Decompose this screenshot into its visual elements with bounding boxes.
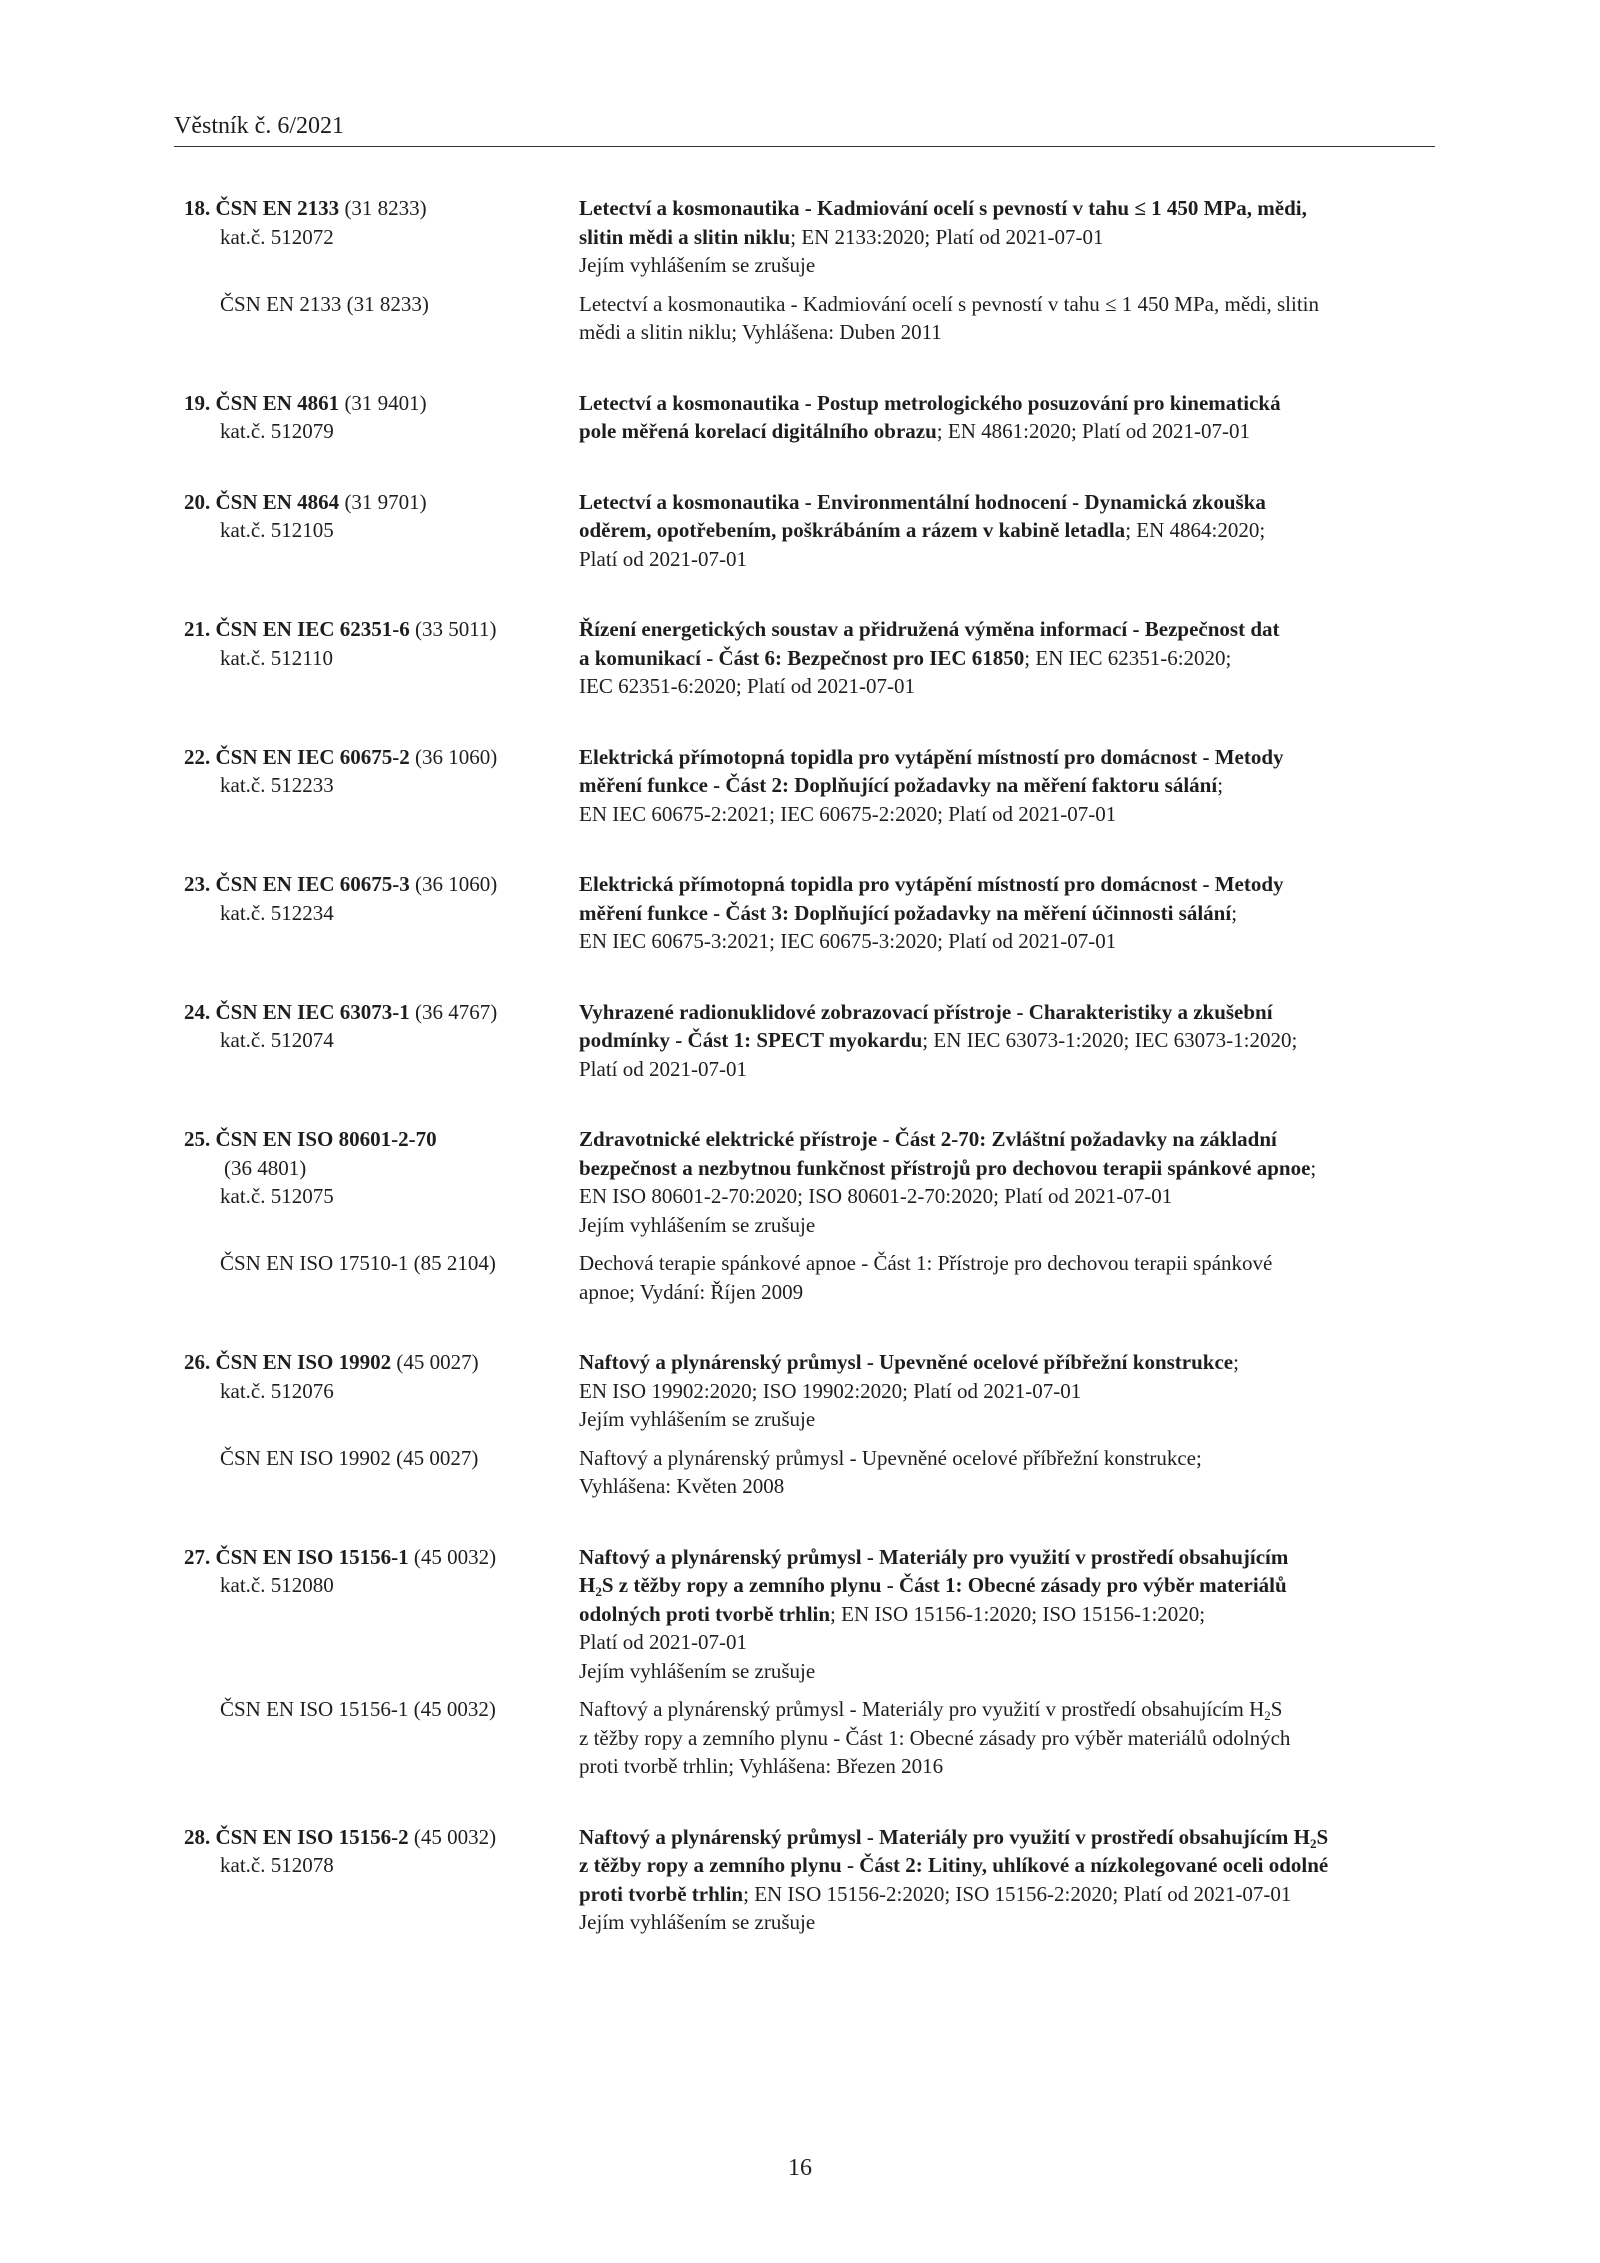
standard-meta-cont: Platí od 2021-07-01: [579, 1056, 747, 1081]
replaced-standard-title: Naftový a plynárenský průmysl - Upevněné ocelové příbřežní konstrukce;: [579, 1445, 1202, 1470]
standard-entry-26: [184, 1348, 1444, 1434]
standard-code: ČSN EN IEC 60675-2: [215, 744, 410, 769]
standard-title: Letectví a kosmonautika - Postup metrologického posuzování pro kinematická: [579, 390, 1281, 415]
entry-number: 18.: [184, 196, 211, 220]
standard-meta: ;: [1217, 773, 1224, 797]
classification-code: (31 9701): [344, 489, 427, 514]
standard-meta-cont: EN IEC 60675-3:2021; IEC 60675-3:2020; Platí od 2021-07-01: [579, 929, 1117, 953]
standard-code: ČSN EN ISO 80601-2-70: [215, 1127, 437, 1151]
standard-code: ČSN EN IEC 62351-6: [215, 617, 410, 641]
standard-title: Elektrická přímotopná topidla pro vytápění místností pro domácnost - Metody: [579, 872, 1284, 896]
entry-number: 23.: [184, 872, 211, 896]
catalog-number: kat.č. 512072: [220, 224, 334, 249]
replaced-standard-code: ČSN EN 2133 (31 8233): [220, 291, 429, 316]
standard-title-cont: měření funkce - Část 2: Doplňující požadavky na měření faktoru sálání: [579, 773, 1218, 797]
replaced-standard-18: [184, 290, 1444, 347]
standard-meta: ; EN ISO 15156-2:2020; ISO 15156-2:2020; Platí od 2021-07-01: [743, 1881, 1292, 1906]
standard-title: Řízení energetických soustav a přidružená výměna informací - Bezpečnost dat: [579, 617, 1280, 641]
replaced-standard-title: Naftový a plynárenský průmysl - Materiály pro využití v prostředí obsahujícím H: [579, 1697, 1265, 1721]
standard-meta: ; EN 4864:2020;: [1125, 518, 1266, 542]
replaced-standard-title-cont: apnoe; Vydání: Říjen 2009: [579, 1279, 804, 1304]
replaced-standard-code: ČSN EN ISO 17510-1 (85 2104): [220, 1251, 496, 1275]
standard-entry-20: [184, 488, 1444, 574]
running-header: Věstník č. 6/2021: [174, 113, 344, 139]
replaced-standard-code: ČSN EN ISO 15156-1 (45 0032): [220, 1697, 496, 1721]
catalog-number: kat.č. 512076: [220, 1378, 334, 1403]
standard-meta-cont: EN ISO 80601-2-70:2020; ISO 80601-2-70:2020; Platí od 2021-07-01: [579, 1184, 1173, 1208]
standard-meta-cont: IEC 62351-6:2020; Platí od 2021-07-01: [579, 674, 915, 698]
replaced-standard-26: [184, 1444, 1444, 1501]
standard-title-cont-2: odolných proti tvorbě trhlin: [579, 1601, 831, 1626]
standards-list: [184, 194, 1444, 1979]
standard-meta: ; EN ISO 15156-1:2020; ISO 15156-1:2020;: [830, 1601, 1206, 1626]
standard-meta: ; EN IEC 63073-1:2020; IEC 63073-1:2020;: [922, 1028, 1298, 1052]
standard-title: Letectví a kosmonautika - Kadmiování ocelí s pevností v tahu ≤ 1 450 MPa, mědi,: [579, 196, 1307, 220]
standard-title-end: S: [1316, 1824, 1329, 1849]
entry-identifier: [184, 194, 579, 280]
standard-meta-cont: Platí od 2021-07-01: [579, 546, 747, 571]
catalog-number: kat.č. 512075: [220, 1184, 334, 1208]
classification-code: (36 4801): [224, 1155, 307, 1180]
standard-meta: ;: [1231, 900, 1238, 925]
classification-code: (45 0032): [413, 1824, 497, 1849]
catalog-number: kat.č. 512079: [220, 419, 334, 443]
standard-entry-27: [184, 1543, 1444, 1686]
standard-title: Vyhrazené radionuklidové zobrazovací přístroje - Charakteristiky a zkušební: [579, 999, 1273, 1024]
standard-meta: ; EN 4861:2020; Platí od 2021-07-01: [936, 419, 1251, 443]
entry-description: [579, 194, 1434, 280]
standard-title: Naftový a plynárenský průmysl - Materiály pro využití v prostředí obsahujícím H: [579, 1824, 1310, 1849]
catalog-number: kat.č. 512080: [220, 1573, 334, 1597]
entry-number: 24.: [184, 999, 211, 1024]
standard-code: ČSN EN 4861: [215, 390, 340, 415]
standard-title-cont: S z těžby ropy a zemního plynu - Část 1: Obecné zásady pro výběr materiálů: [601, 1573, 1287, 1597]
entry-number: 22.: [184, 744, 211, 769]
entry-number: 28.: [184, 1824, 211, 1849]
subscript-2: 2: [1264, 1708, 1271, 1723]
entry-number: 19.: [184, 390, 211, 415]
standard-entry-25: [184, 1125, 1444, 1239]
standard-code: ČSN EN ISO 15156-1: [215, 1544, 409, 1569]
standard-title-cont: podmínky - Část 1: SPECT myokardu: [579, 1028, 923, 1052]
standard-meta-cont: EN IEC 60675-2:2021; IEC 60675-2:2020; Platí od 2021-07-01: [579, 801, 1117, 826]
cancellation-note: Jejím vyhlášením se zrušuje: [579, 1407, 816, 1431]
standard-code: ČSN EN IEC 63073-1: [215, 999, 410, 1024]
subscript-2: 2: [1309, 1835, 1317, 1851]
standard-entry-24: [184, 998, 1444, 1084]
standard-entry-23: [184, 870, 1444, 956]
header-rule: [174, 146, 1435, 147]
standard-entry-28: [184, 1823, 1444, 1937]
catalog-number: kat.č. 512078: [220, 1853, 334, 1877]
standard-meta: ; EN IEC 62351-6:2020;: [1024, 645, 1232, 670]
cancellation-note: Jejím vyhlášením se zrušuje: [579, 253, 816, 277]
replaced-standard-title-end: S: [1270, 1697, 1283, 1721]
standard-meta: ;: [1310, 1155, 1317, 1180]
standard-code: ČSN EN ISO 15156-2: [215, 1824, 409, 1849]
replaced-standard-27: [184, 1695, 1444, 1781]
standard-title: Naftový a plynárenský průmysl - Materiály pro využití v prostředí obsahujícím: [579, 1544, 1289, 1569]
standard-code: ČSN EN 4864: [215, 489, 340, 514]
entry-number: 27.: [184, 1544, 211, 1569]
catalog-number: kat.č. 512110: [220, 645, 333, 670]
standard-title-cont-2: proti tvorbě trhlin: [579, 1881, 744, 1906]
cancellation-note: Jejím vyhlášením se zrušuje: [579, 1212, 816, 1237]
subscript-2: 2: [595, 1584, 602, 1599]
entry-number: 21.: [184, 617, 211, 641]
standard-meta: ;: [1233, 1350, 1239, 1374]
replaced-standard-25: [184, 1249, 1444, 1306]
standard-meta: ; EN 2133:2020; Platí od 2021-07-01: [790, 224, 1104, 249]
standard-title-cont: oděrem, opotřebením, poškrábáním a rázem v kabině letadla: [579, 518, 1126, 542]
standard-title: Letectví a kosmonautika - Environmentální hodnocení - Dynamická zkouška: [579, 489, 1266, 514]
page-number: 16: [788, 2155, 812, 2181]
entry-number: 20.: [184, 489, 211, 514]
replaced-standard-title: Letectví a kosmonautika - Kadmiování ocelí s pevností v tahu ≤ 1 450 MPa, mědi, slitin: [579, 291, 1319, 316]
standard-entry-19: [184, 389, 1444, 446]
standard-entry-21: [184, 615, 1444, 701]
classification-code: (36 1060): [415, 872, 498, 896]
catalog-number: kat.č. 512233: [220, 773, 334, 797]
standard-title: Naftový a plynárenský průmysl - Upevněné ocelové příbřežní konstrukce: [579, 1350, 1234, 1374]
standard-code: ČSN EN ISO 19902: [215, 1350, 392, 1374]
entry-number: 25.: [184, 1127, 211, 1151]
replaced-standard-title-cont: z těžby ropy a zemního plynu - Část 1: Obecné zásady pro výběr materiálů odolných: [579, 1725, 1291, 1750]
standard-title-cont: měření funkce - Část 3: Doplňující požadavky na měření účinnosti sálání: [579, 900, 1232, 925]
standard-title: Zdravotnické elektrické přístroje - Část 2-70: Zvláštní požadavky na základní: [579, 1127, 1277, 1151]
standard-entry-18: [184, 194, 1444, 280]
replaced-standard-title-cont: Vyhlášena: Květen 2008: [579, 1474, 785, 1498]
standard-title-cont: z těžby ropy a zemního plynu - Část 2: Litiny, uhlíkové a nízkolegované oceli odolné: [579, 1853, 1329, 1877]
classification-code: (45 0032): [413, 1544, 497, 1569]
classification-code: (31 8233): [344, 196, 427, 220]
classification-code: (45 0027): [396, 1350, 479, 1374]
catalog-number: kat.č. 512105: [220, 518, 334, 542]
entry-number: 26.: [184, 1350, 211, 1374]
catalog-number: kat.č. 512234: [220, 900, 334, 925]
standard-meta-cont: EN ISO 19902:2020; ISO 19902:2020; Platí od 2021-07-01: [579, 1378, 1082, 1403]
standard-meta-cont: Platí od 2021-07-01: [579, 1630, 747, 1654]
standard-code: ČSN EN 2133: [215, 196, 340, 220]
replaced-standard-code: ČSN EN ISO 19902 (45 0027): [220, 1445, 479, 1470]
hydrogen-symbol: H: [579, 1573, 596, 1597]
replaced-standard-title: Dechová terapie spánkové apnoe - Část 1: Přístroje pro dechovou terapii spánkové: [579, 1251, 1273, 1275]
standard-code: ČSN EN IEC 60675-3: [215, 872, 410, 896]
standard-entry-22: [184, 743, 1444, 829]
cancellation-note: Jejím vyhlášením se zrušuje: [579, 1910, 816, 1934]
standard-title-cont: bezpečnost a nezbytnou funkčnost přístrojů pro dechovou terapii spánkové apnoe: [579, 1155, 1311, 1180]
replaced-standard-title-cont: mědi a slitin niklu; Vyhlášena: Duben 2011: [579, 320, 942, 344]
standard-title: Elektrická přímotopná topidla pro vytápění místností pro domácnost - Metody: [579, 744, 1284, 769]
classification-code: (36 1060): [415, 744, 498, 769]
cancellation-note: Jejím vyhlášením se zrušuje: [579, 1658, 816, 1683]
classification-code: (31 9401): [344, 390, 427, 415]
standard-title-cont: slitin mědi a slitin niklu: [579, 224, 791, 249]
classification-code: (33 5011): [415, 617, 497, 641]
catalog-number: kat.č. 512074: [220, 1028, 334, 1052]
standard-title-cont: a komunikací - Část 6: Bezpečnost pro IEC 61850: [579, 645, 1025, 670]
standard-title-cont: pole měřená korelací digitálního obrazu: [579, 419, 937, 443]
classification-code: (36 4767): [415, 999, 498, 1024]
replaced-standard-title-cont-2: proti tvorbě trhlin; Vyhlášena: Březen 2016: [579, 1754, 944, 1778]
